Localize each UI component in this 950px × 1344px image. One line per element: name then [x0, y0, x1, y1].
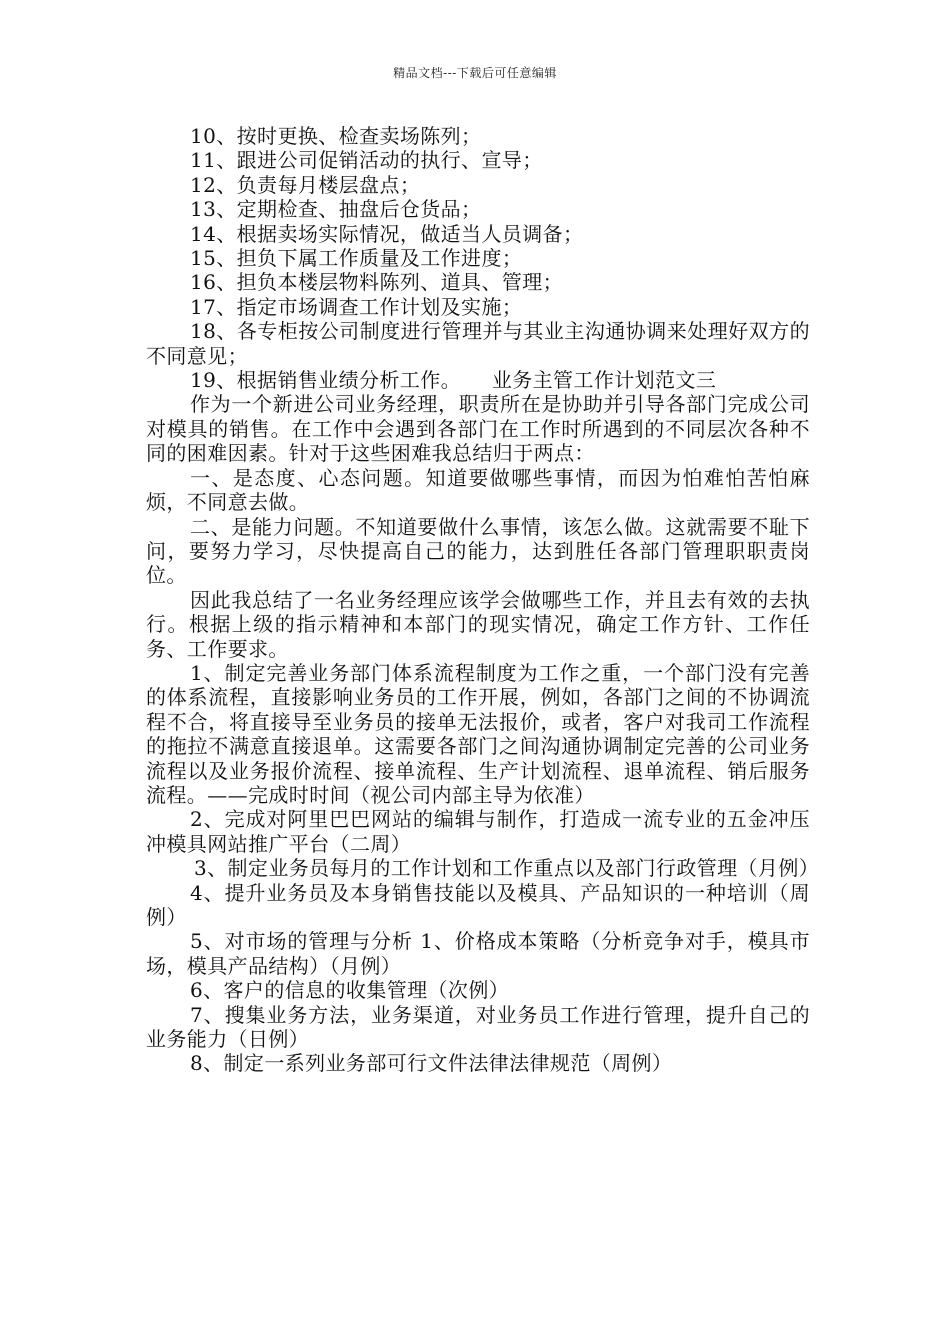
list-item-with-section-title: 19、根据销售业绩分析工作。 业务主管工作计划范文三 [190, 368, 717, 393]
list-item: 14、根据卖场实际情况，做适当人员调备； [190, 221, 584, 246]
list-item: 17、指定市场调查工作计划及实施； [190, 294, 523, 319]
plan-item: 1、制定完善业务部门体系流程制度为工作之重，一个部门没有完善的体系流程，直接影响业务员的工作开展，例如，各部门之间的不协调流程不合，将直接导至业务员的接单无法报价，或者，客户对我司工作流程的拖拉不满意直接退单。这需要各部门之间沟通协调制定完善的公司业务流程以及业务报价流程、接单流程、生产计划流程、退单流程、销后服务流程。——完成时时间（视公司内部主导为依准） [146, 660, 810, 807]
plan-item: 7、搜集业务方法，业务渠道，对业务员工作进行管理，提升自己的业务能力（日例） [146, 1002, 810, 1052]
plan-item: 5、对市场的管理与分析 1、价格成本策略（分析竞争对手，模具市场，模具产品结构）（月例） [146, 929, 810, 978]
plan-item: 3、制定业务员每月的工作计划和工作重点以及部门行政管理（月例） [194, 856, 820, 881]
list-item: 18、各专柜按公司制度进行管理并与其业主沟通协调来处理好双方的不同意见； [146, 319, 810, 368]
plan-item: 6、客户的信息的收集管理（次例） [190, 978, 510, 1003]
list-item: 11、跟进公司促销活动的执行、宣导； [190, 148, 543, 173]
list-item: 15、担负下属工作质量及工作进度； [190, 246, 523, 271]
body-paragraph: 一、是态度、心态问题。知道要做哪些事情，而因为怕难怕苦怕麻烦，不同意去做。 [146, 465, 810, 515]
document-body [146, 124, 820, 1076]
body-paragraph: 因此我总结了一名业务经理应该学会做哪些工作，并且去有效的去执行。根据上级的指示精神和本部门的现实情况，确定工作方针、工作任务、工作要求。 [146, 587, 810, 661]
list-item: 10、按时更换、检查卖场陈列； [190, 124, 482, 148]
plan-item: 2、完成对阿里巴巴网站的编辑与制作，打造成一流专业的五金冲压冲模具网站推广平台（二周） [146, 807, 810, 856]
plan-item: 4、提升业务员及本身销售技能以及模具、产品知识的一种培训（周例） [146, 880, 810, 929]
list-item: 12、负责每月楼层盘点； [190, 172, 421, 197]
body-paragraph: 二、是能力问题。不知道要做什么事情，该怎么做。这就需要不耻下问，要努力学习，尽快提高自己的能力，达到胜任各部门管理职职责岗位。 [146, 514, 810, 588]
plan-item: 8、制定一系列业务部可行文件法律法律规范（周例） [190, 1051, 673, 1076]
list-item: 16、担负本楼层物料陈列、道具、管理； [190, 270, 564, 295]
body-paragraph: 作为一个新进公司业务经理，职责所在是协助并引导各部门完成公司对模具的销售。在工作中会遇到各部门在工作时所遇到的不同层次各种不同的困难因素。针对于这些困难我总结归于两点： [146, 392, 810, 466]
list-item: 13、定期检查、抽盘后仓货品； [190, 197, 482, 222]
page-header: 精品文档---下载后可任意编辑 [393, 66, 557, 80]
